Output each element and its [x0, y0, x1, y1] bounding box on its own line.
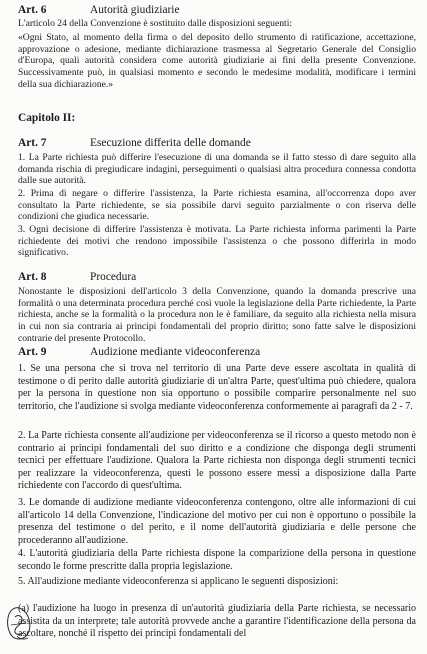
art9-paragraph-2: 2. La Parte richiesta consente all'audizione per videoconferenza se il ricorso a questo metodo non è contrario ai principi fondamentali del suo diritto e a condizione che disponga degli strumenti tecnici per effettuare l'audizione. Qualora la Parte richiesta non disponga degli strumenti tecnici per realizzare la videoconferenza, questi le possono essere messi a disposizione dalla Parte richiedente con l'accordo di quest'ultima. [18, 430, 416, 491]
art9-subparagraph-a: (a) l'audizione ha luogo in presenza di un'autorità giudiziaria della Parte richiesta, se necessario assistita da un interprete; tale autorità provvede anche a garantire l'identificazione della persona da ascoltare, nonché il rispetto dei principi fondamentali del [18, 603, 416, 639]
article-title: Autorità giudiziarie [90, 4, 180, 16]
article-number: Art. 6 [18, 4, 47, 16]
article-title: Procedura [90, 271, 137, 283]
art9-paragraph-3: 3. Le domande di audizione mediante videoconferenza contengono, oltre alle informazioni di cui all'articolo 14 della Convenzione, l'indicazione del motivo per cui non è opportuno o possibile la presenza del testimone o del perito, e il nome dell'autorità giudiziaria e delle persone che procederanno all'audizione. [18, 497, 416, 546]
art9-heading [18, 345, 416, 359]
art8-heading [18, 270, 416, 284]
article-number: Art. 9 [18, 346, 47, 358]
art7-paragraph-1: 1. La Parte richiesta può differire l'esecuzione di una domanda se il fatto stesso di dare seguito alla domanda rischia di pregiudicare indagini, perseguimenti o qualsiasi altra procedura connessa condotta dalle sue autorità. [18, 152, 416, 187]
art6-heading [18, 3, 416, 17]
article-title: Audizione mediante videoconferenza [90, 346, 261, 358]
article-number: Art. 7 [18, 137, 47, 149]
art7-heading [18, 136, 416, 150]
art7-paragraph-3: 3. Ogni decisione di differire l'assistenza è motivata. La Parte richiesta informa parimenti la Parte richiedente dei motivi che rendono impossibile l'assistenza o che possono differirla in modo significativo. [18, 224, 416, 259]
chapter-heading: Capitolo II: [18, 112, 76, 124]
article-number: Art. 8 [18, 271, 47, 283]
art9-paragraph-5: 5. All'audizione mediante videoconferenza si applicano le seguenti disposizioni: [18, 576, 339, 587]
art6-quote: «Ogni Stato, al momento della firma o del deposito dello strumento di ratificazione, accettazione, approvazione o adesione, mediante dichiarazione trasmessa al Segretario Generale del Consiglio d'Europa, quali autorità considera come autorità giudiziarie ai fini della presente Convenzione. Successivamente può, in qualsiasi momento e secondo le medesime modalità, modificare i termini della sua dichiarazione.» [18, 32, 416, 90]
art9-paragraph-4: 4. L'autorità giudiziaria della Parte richiesta dispone la comparizione della persona in questione secondo le forme prescritte dalla propria legislazione. [18, 548, 416, 572]
article-title: Esecuzione differita delle domande [90, 137, 251, 149]
art8-paragraph: Nonostante le disposizioni dell'articolo 3 della Convenzione, quando la domanda prescrive una formalità o una determinata procedura perché così vuole la legislazione della Parte richiedente, la Parte richiesta, anche se la formalità o la procedura non le è familiare, da seguito alla richiesta nella misura in cui non sia contraria ai principi fondamentali del proprio diritto; sono fatte salve le disposizioni contrarie del presente Protocollo. [18, 286, 416, 344]
handwritten-initials-icon [4, 603, 34, 645]
art7-paragraph-2: 2. Prima di negare o differire l'assistenza, la Parte richiesta esamina, all'occorrenza dopo aver consultato la Parte richiedente, se sia possibile darvi seguito parzialmente o con riserva delle condizioni che giudica necessarie. [18, 188, 416, 223]
art6-intro: L'articolo 24 della Convenzione è sostituito dalle disposizioni seguenti: [18, 18, 293, 29]
art9-paragraph-1: 1. Se una persona che si trova nel territorio di una Parte deve essere ascoltata in qualità di testimone o di perito dalle autorità giudiziarie di un'altra Parte, quest'ultima può chiedere, qualora per la persona in questione non sia opportuno o possibile comparire personalmente nel suo territorio, che l'audizione si svolga mediante videoconferenza conformemente ai paragrafi da 2 - 7. [18, 363, 416, 412]
